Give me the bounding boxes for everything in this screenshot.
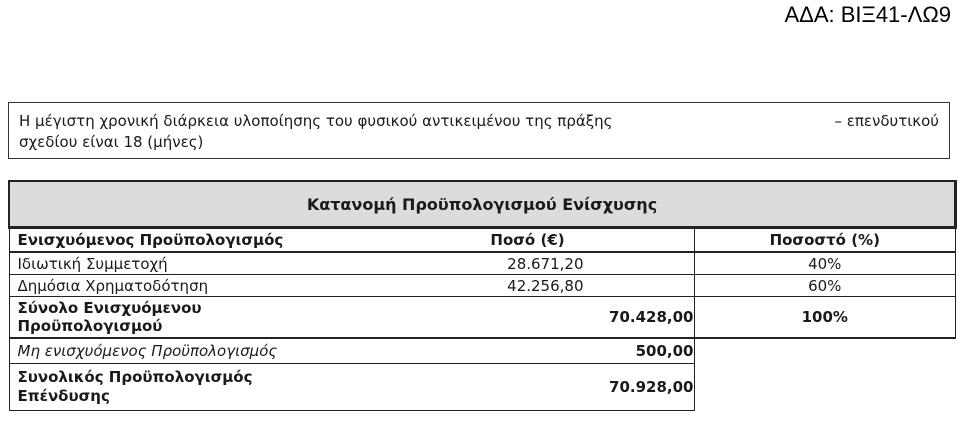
ada-code: ΑΔΑ: ΒΙΞ41-ΛΩ9 bbox=[784, 2, 951, 27]
row-amount: 28.671,20 bbox=[354, 252, 695, 275]
non-eligible-row bbox=[9, 338, 956, 364]
duration-statement-tail: – επενδυτικού bbox=[834, 112, 939, 130]
table-title: Κατανομή Προϋπολογισμού Ενίσχυσης bbox=[9, 181, 956, 228]
budget-allocation-table bbox=[8, 180, 957, 411]
duration-statement-line-2: σχεδίου είναι 18 (μήνες) bbox=[19, 133, 204, 151]
duration-statement-line-1 bbox=[19, 111, 939, 132]
total-label bbox=[9, 364, 354, 411]
empty-cell bbox=[694, 338, 956, 364]
table-row bbox=[9, 252, 956, 275]
column-header-row bbox=[9, 228, 956, 253]
row-percent: 40% bbox=[694, 252, 956, 275]
total-label-line-1: Συνολικός Προϋπολογισμός bbox=[17, 368, 253, 386]
empty-cell bbox=[694, 364, 956, 411]
table-title-row bbox=[9, 181, 956, 228]
subtotal-label bbox=[9, 297, 354, 339]
row-percent: 60% bbox=[694, 275, 956, 297]
subtotal-label-line-2: Προϋπολογισμού bbox=[17, 317, 163, 335]
total-amount: 70.928,00 bbox=[354, 364, 695, 411]
row-amount: 42.256,80 bbox=[354, 275, 695, 297]
total-label-line-2: Επένδυσης bbox=[17, 387, 110, 405]
non-eligible-label: Μη ενισχυόμενος Προϋπολογισμός bbox=[9, 338, 354, 364]
total-row bbox=[9, 364, 956, 411]
row-label: Δημόσια Χρηματοδότηση bbox=[9, 275, 354, 297]
column-header-amount: Ποσό (€) bbox=[354, 228, 695, 253]
column-header-category: Ενισχυόμενος Προϋπολογισμός bbox=[9, 228, 354, 253]
subtotal-amount: 70.428,00 bbox=[354, 297, 695, 339]
table-row bbox=[9, 275, 956, 297]
duration-statement-text: Η μέγιστη χρονική διάρκεια υλοποίησης του φυσικού αντικειμένου της πράξης bbox=[19, 112, 613, 130]
subtotal-row bbox=[9, 297, 956, 339]
subtotal-label-line-1: Σύνολο Ενισχυόμενου bbox=[17, 299, 202, 317]
row-label: Ιδιωτική Συμμετοχή bbox=[9, 252, 354, 275]
non-eligible-amount: 500,00 bbox=[354, 338, 695, 364]
subtotal-percent: 100% bbox=[694, 297, 956, 339]
column-header-percent: Ποσοστό (%) bbox=[694, 228, 956, 253]
duration-statement-box bbox=[8, 102, 950, 159]
